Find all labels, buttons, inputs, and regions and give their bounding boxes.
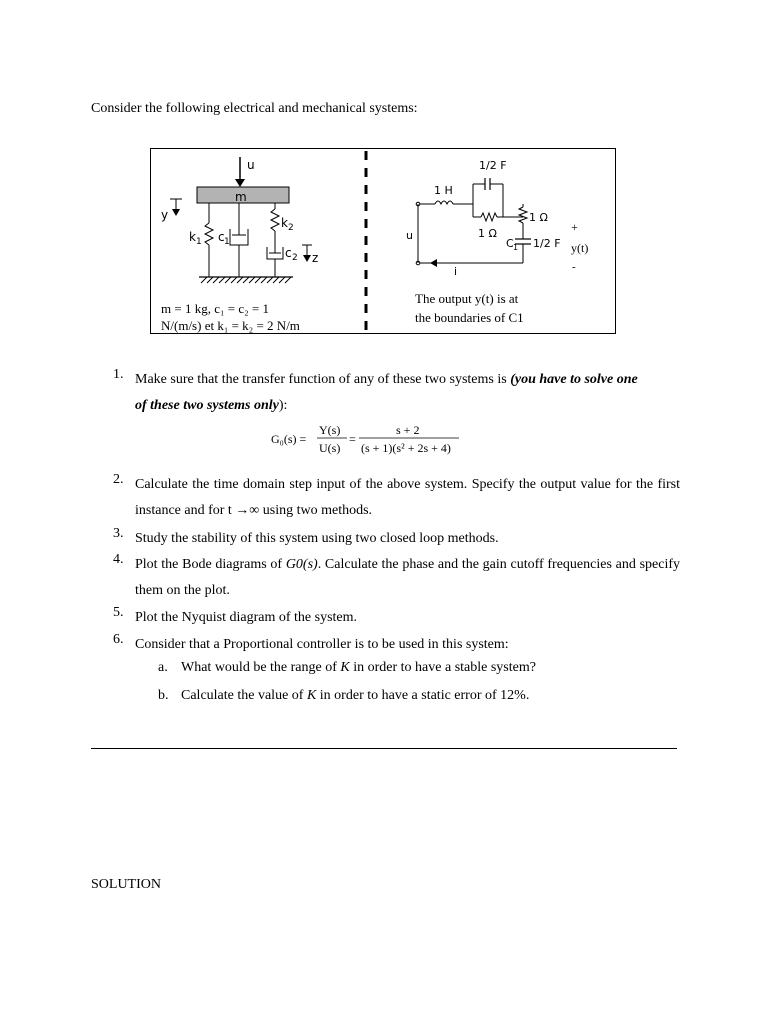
question-text: Calculate the time domain step input of the above system. Specify the output value for the first instance and for t →∞ using two methods. bbox=[135, 477, 680, 518]
k1-subscript: 1 bbox=[196, 237, 202, 247]
question-4-text-b: . Calculate the phase and the gain cutoff frequencies and specify them on the plot. bbox=[135, 557, 680, 598]
solution-heading: SOLUTION bbox=[91, 877, 161, 892]
plus-label: + bbox=[571, 220, 578, 234]
y-label: y bbox=[161, 208, 169, 222]
subquestion-b-text-a: Calculate the value of bbox=[181, 688, 307, 703]
question-4-text-a: Plot the Bode diagrams of bbox=[135, 557, 286, 572]
minus-label: - bbox=[572, 261, 576, 273]
subquestion-a-text-a: What would be the range of bbox=[181, 660, 341, 675]
question-1-bold-2: of these two systems only bbox=[135, 398, 279, 413]
current-arrow bbox=[430, 259, 437, 267]
question-text bbox=[135, 552, 680, 604]
i-label: i bbox=[454, 265, 458, 278]
spring-k1 bbox=[205, 223, 213, 245]
inductor-label: 1 H bbox=[434, 184, 453, 197]
ground-hatch bbox=[201, 277, 291, 283]
equation-den1: U(s) bbox=[319, 441, 341, 455]
y-arrowhead bbox=[172, 209, 180, 216]
subquestion-b-var: K bbox=[306, 688, 317, 703]
output-label: y(t) bbox=[571, 241, 589, 255]
c1-label: c bbox=[218, 230, 225, 244]
subquestion-a-var: K bbox=[340, 660, 350, 675]
cap-top-label: 1/2 F bbox=[479, 159, 507, 172]
mass-label: m bbox=[235, 190, 247, 204]
elec-caption-line2: the boundaries of C1 bbox=[415, 310, 524, 325]
subquestion-letter: b. bbox=[158, 688, 169, 703]
question-text: Plot the Nyquist diagram of the system. bbox=[135, 610, 358, 625]
c2-label: c bbox=[285, 246, 292, 260]
force-arrowhead bbox=[235, 179, 245, 187]
z-label: z bbox=[312, 251, 319, 265]
equation-den2: (s + 1)(s² + 2s + 4) bbox=[361, 441, 451, 455]
question-text: Consider that a Proportional controller is to be used in this system: bbox=[135, 637, 509, 652]
question-number: 1. bbox=[113, 367, 124, 382]
intro-text: Consider the following electrical and mechanical systems: bbox=[91, 101, 418, 116]
question-1-plain-2: ): bbox=[278, 398, 288, 413]
question-1-plain-1: Make sure that the transfer function of any of these two systems is bbox=[135, 372, 511, 387]
subquestion-b-text-b: in order to have a static error of 12%. bbox=[316, 688, 530, 703]
subquestion-letter: a. bbox=[158, 660, 168, 675]
question-text: Study the stability of this system using two closed loop methods. bbox=[135, 531, 499, 546]
k1-label: k bbox=[189, 230, 196, 244]
question-number: 4. bbox=[113, 552, 124, 567]
res-mid bbox=[481, 213, 497, 221]
question-number: 6. bbox=[113, 632, 124, 647]
force-label: u bbox=[247, 158, 255, 172]
inductor bbox=[435, 201, 453, 204]
c1-value: 1/2 F bbox=[533, 237, 561, 250]
equation-num2: s + 2 bbox=[396, 423, 420, 437]
horizontal-rule bbox=[91, 748, 677, 749]
c1-subscript: 1 bbox=[224, 237, 230, 247]
c1-label: C bbox=[506, 237, 514, 250]
subquestion-b bbox=[158, 688, 530, 704]
question-number: 2. bbox=[113, 472, 124, 487]
equation-lhs: G₀(s) = bbox=[271, 432, 307, 446]
transfer-function-equation bbox=[271, 421, 471, 461]
mech-caption-line1: m = 1 kg, c₁ = c₂ = 1 bbox=[161, 301, 269, 316]
question-4-italic: G0(s) bbox=[285, 557, 318, 572]
c2-subscript: 2 bbox=[292, 253, 298, 263]
subquestion-a bbox=[158, 660, 536, 676]
subquestion-text bbox=[181, 660, 536, 676]
question-1-bold-1: (you have to solve one bbox=[510, 372, 638, 387]
question-text bbox=[135, 367, 655, 419]
k2-label: k bbox=[281, 216, 288, 230]
equation-num1: Y(s) bbox=[319, 423, 341, 437]
res-right bbox=[519, 207, 527, 223]
elec-caption-line1: The output y(t) is at bbox=[415, 291, 519, 306]
u-label: u bbox=[406, 229, 413, 242]
systems-figure bbox=[150, 148, 616, 334]
res-right-label: 1 Ω bbox=[529, 211, 548, 224]
question-number: 3. bbox=[113, 526, 124, 541]
c1-subscript: 1 bbox=[513, 243, 519, 252]
question-number: 5. bbox=[113, 605, 124, 620]
k2-subscript: 2 bbox=[288, 223, 294, 233]
spring-k2 bbox=[271, 209, 279, 231]
mech-caption-line2: N/(m/s) et k₁ = k₂ = 2 N/m bbox=[161, 318, 300, 333]
equation-eq2: = bbox=[349, 432, 356, 446]
subquestion-text bbox=[181, 688, 529, 704]
subquestion-a-text-b: in order to have a stable system? bbox=[349, 660, 536, 675]
systems-diagram bbox=[151, 149, 617, 335]
res-mid-label: 1 Ω bbox=[478, 227, 497, 240]
z-arrowhead bbox=[303, 255, 311, 262]
